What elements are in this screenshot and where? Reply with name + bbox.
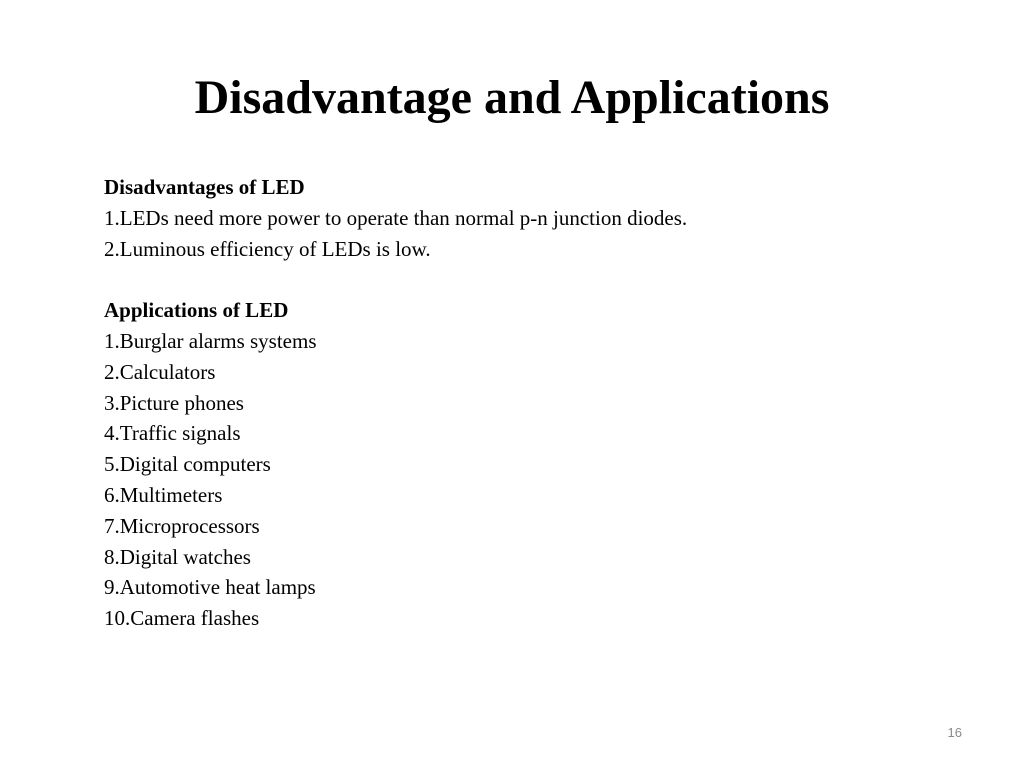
application-item: 9.Automotive heat lamps <box>104 575 316 600</box>
application-item: 4.Traffic signals <box>104 421 241 446</box>
slide-content <box>104 172 964 634</box>
disadvantages-section <box>104 172 964 264</box>
disadvantage-item: 2.Luminous efficiency of LEDs is low. <box>104 236 431 261</box>
application-item: 3.Picture phones <box>104 390 244 415</box>
applications-section <box>104 295 964 634</box>
applications-heading: Applications of LED <box>104 298 289 323</box>
page-number: 16 <box>947 725 962 740</box>
application-item: 10.Camera flashes <box>104 606 260 631</box>
application-item: 7.Microprocessors <box>104 513 260 538</box>
application-item: 5.Digital computers <box>104 452 271 477</box>
disadvantages-heading: Disadvantages of LED <box>104 175 305 199</box>
section-spacer <box>104 264 964 295</box>
application-item: 2.Calculators <box>104 359 216 384</box>
application-item: 1.Burglar alarms systems <box>104 328 317 353</box>
application-item: 8.Digital watches <box>104 544 251 569</box>
slide-title: Disadvantage and Applications <box>194 71 830 124</box>
application-item: 6.Multimeters <box>104 482 223 507</box>
disadvantage-item: 1.LEDs need more power to operate than normal p-n junction diodes. <box>104 205 688 230</box>
